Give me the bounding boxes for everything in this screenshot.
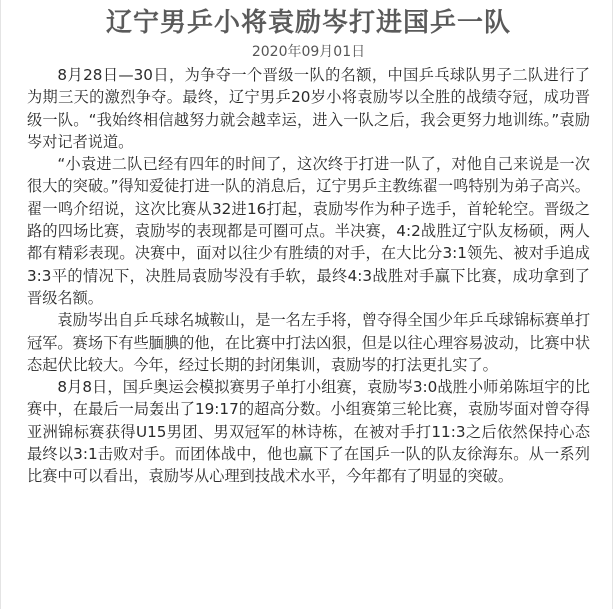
paragraph: 8月8日，国乒奥运会模拟赛男子单打小组赛，袁励岑3:0战胜小师弟陈垣宇的比赛中，在最后一局轰出了19:17的超高分数。小组赛第三轮比赛，袁励岑面对曾夺得亚洲锦标赛获得U15男团、男双冠军的林诗栋，在被对手打11:3之后依然保持心态最终以3:1击败对手。而团体战中，他也赢下了在国乒一队的队友徐海东。从一系列比赛中可以看出，袁励岑从心理到技战术水平，今年都有了明显的突破。 [27,378,590,486]
paragraph: 袁励岑出自乒乓球名城鞍山，是一名左手将，曾夺得全国少年乒乓球锦标赛单打冠军。赛场下有些腼腆的他，在比赛中打法凶狠，但是以往心理容易波动，比赛中状态起伏比较大。今年，经过长期的封闭集训，袁励岑的打法更扎实了。 [27,311,590,374]
paragraph: “小袁进二队已经有四年的时间了，这次终于打进一队了，对他自己来说是一次很大的突破。”得知爱徒打进一队的消息后，辽宁男乒主教练翟一鸣特别为弟子高兴。翟一鸣介绍说，这次比赛从32进16打起，袁励岑作为种子选手，首轮轮空。晋级之路的四场比赛，袁励岑的表现都是可圈可点。半决赛，4:2战胜辽宁队友杨硕，两人都有精彩表现。决赛中，面对以往少有胜绩的对手，在大比分3:1领先、被对手追成3:3平的情况下，决胜局袁励岑没有手软，最终4:3战胜对手赢下比赛，成功拿到了晋级名额。 [27,155,590,307]
publish-date: 2020年09月01日 [251,44,366,60]
article-title: 辽宁男乒小将袁励岑打进国乒一队 [105,8,511,38]
article-body [27,64,590,488]
paragraph: 8月28日—30日，为争夺一个晋级一队的名额，中国乒乓球队男子二队进行了为期三天的激烈争夺。最终，辽宁男乒20岁小将袁励岑以全胜的战绩夺冠，成功晋级一队。“我始终相信越努力就会越幸运，进入一队之后，我会更努力地训练。”袁励岑对记者说道。 [27,66,590,151]
